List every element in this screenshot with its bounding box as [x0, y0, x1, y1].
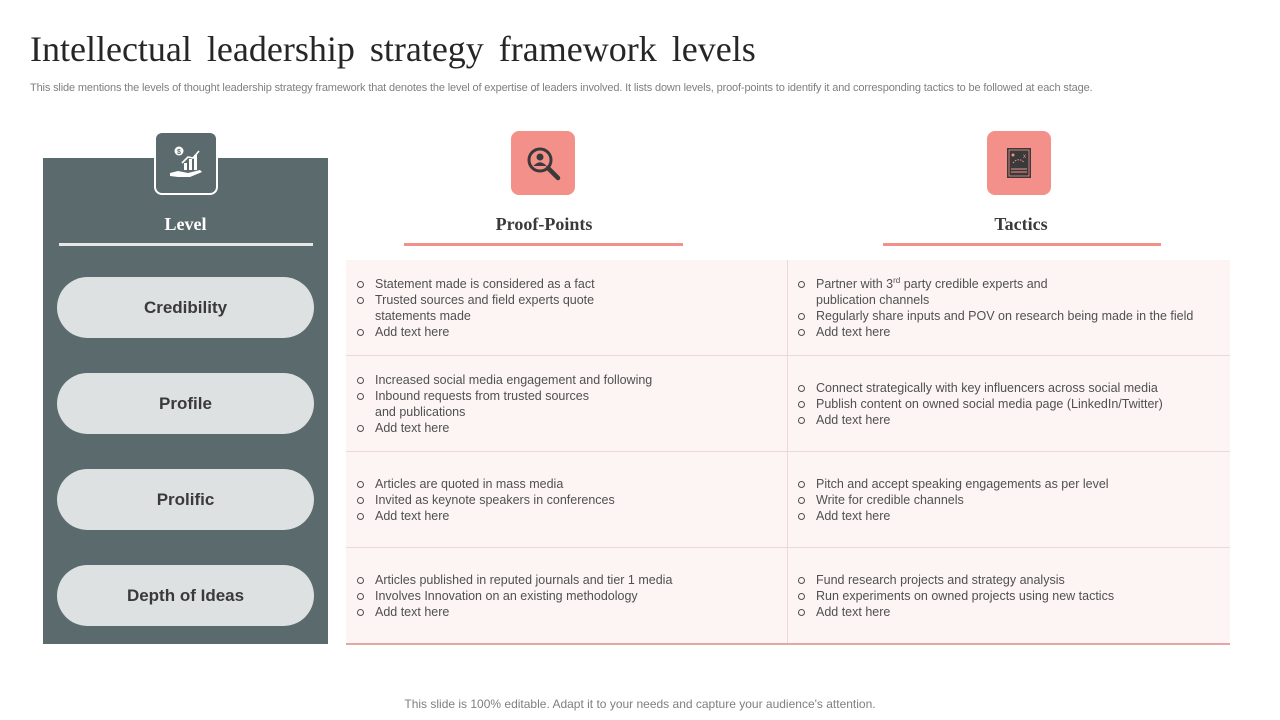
proof-points-header-rule: [404, 243, 683, 246]
proof-bullet: Statement made is considered as a fact: [356, 276, 606, 292]
proof-cell: [356, 260, 781, 356]
tactics-column-header: Tactics: [994, 214, 1048, 234]
proof-bullet: Invited as keynote speakers in conferences: [356, 492, 615, 508]
table-row: [346, 356, 1230, 452]
proof-bullet: Add text here: [356, 420, 652, 436]
table-row: [346, 548, 1230, 644]
tactic-text-prefix: Partner with 3: [816, 277, 894, 291]
tactic-bullet: Add text here: [797, 412, 1163, 428]
svg-text:x: x: [1023, 154, 1026, 160]
tactic-bullet: Pitch and accept speaking engagements as per level: [797, 476, 1109, 492]
tactic-cell: [797, 356, 1227, 452]
proof-bullet: Add text here: [356, 508, 615, 524]
table-row: [346, 452, 1230, 548]
proof-cell: [356, 356, 781, 452]
proof-cell: [356, 452, 781, 548]
level-pill-prolific: Prolific: [57, 469, 314, 530]
tactic-bullet: Regularly share inputs and POV on research being made in the field: [797, 308, 1193, 324]
level-pill-depth-of-ideas: Depth of Ideas: [57, 565, 314, 626]
strategy-board-icon: [999, 143, 1039, 183]
tactic-bullet: Add text here: [797, 324, 1193, 340]
level-pill-credibility: Credibility: [57, 277, 314, 338]
magnifier-person-icon: [523, 143, 563, 183]
tactic-bullet: Publish content on owned social media page (LinkedIn/Twitter): [797, 396, 1163, 412]
tactic-bullet: Add text here: [797, 604, 1114, 620]
level-icon-box: [154, 131, 218, 195]
slide-title: Intellectual leadership strategy framework levels: [30, 29, 756, 69]
slide-footer: This slide is 100% editable. Adapt it to your needs and capture your audience's attention.: [404, 697, 876, 711]
tactics-header-rule: [883, 243, 1161, 246]
growth-hand-icon: [166, 143, 206, 183]
tactic-text-suffix: party credible experts and publication channels: [816, 277, 1048, 307]
proof-bullet: Trusted sources and field experts quote statements made: [356, 292, 606, 324]
tactic-bullet: Fund research projects and strategy analysis: [797, 572, 1114, 588]
proof-tactics-table: [346, 260, 1230, 645]
tactic-bullet: Connect strategically with key influencers across social media: [797, 380, 1163, 396]
tactic-bullet: Write for credible channels: [797, 492, 1109, 508]
proof-points-column-header: Proof-Points: [495, 214, 593, 234]
proof-bullet: Add text here: [356, 324, 606, 340]
proof-bullet: Articles are quoted in mass media: [356, 476, 615, 492]
tactic-cell: [797, 260, 1227, 356]
tactic-cell: [797, 548, 1227, 644]
tactic-bullet: Add text here: [797, 508, 1109, 524]
proof-points-icon-box: [511, 131, 575, 195]
proof-cell: [356, 548, 781, 644]
level-header-rule: [59, 243, 313, 246]
tactic-bullet: [797, 276, 1072, 308]
level-pill-profile: Profile: [57, 373, 314, 434]
tactic-cell: [797, 452, 1227, 548]
tactic-bullet: Run experiments on owned projects using new tactics: [797, 588, 1114, 604]
proof-bullet: Inbound requests from trusted sources and publications: [356, 388, 606, 420]
proof-bullet: Involves Innovation on an existing methodology: [356, 588, 672, 604]
proof-bullet: Articles published in reputed journals and tier 1 media: [356, 572, 672, 588]
level-column-header: Level: [164, 214, 207, 234]
slide-subtitle: This slide mentions the levels of thought leadership strategy framework that denotes the level of expertise of leaders involved. It lists down levels, proof-points to identify it and corresponding tactics to be followed at each stage.: [30, 82, 1093, 94]
svg-text:$: $: [177, 149, 181, 156]
proof-bullet: Add text here: [356, 604, 672, 620]
ordinal-suffix: rd: [893, 275, 901, 285]
tactics-icon-box: [987, 131, 1051, 195]
table-row: [346, 260, 1230, 356]
proof-bullet: Increased social media engagement and following: [356, 372, 652, 388]
